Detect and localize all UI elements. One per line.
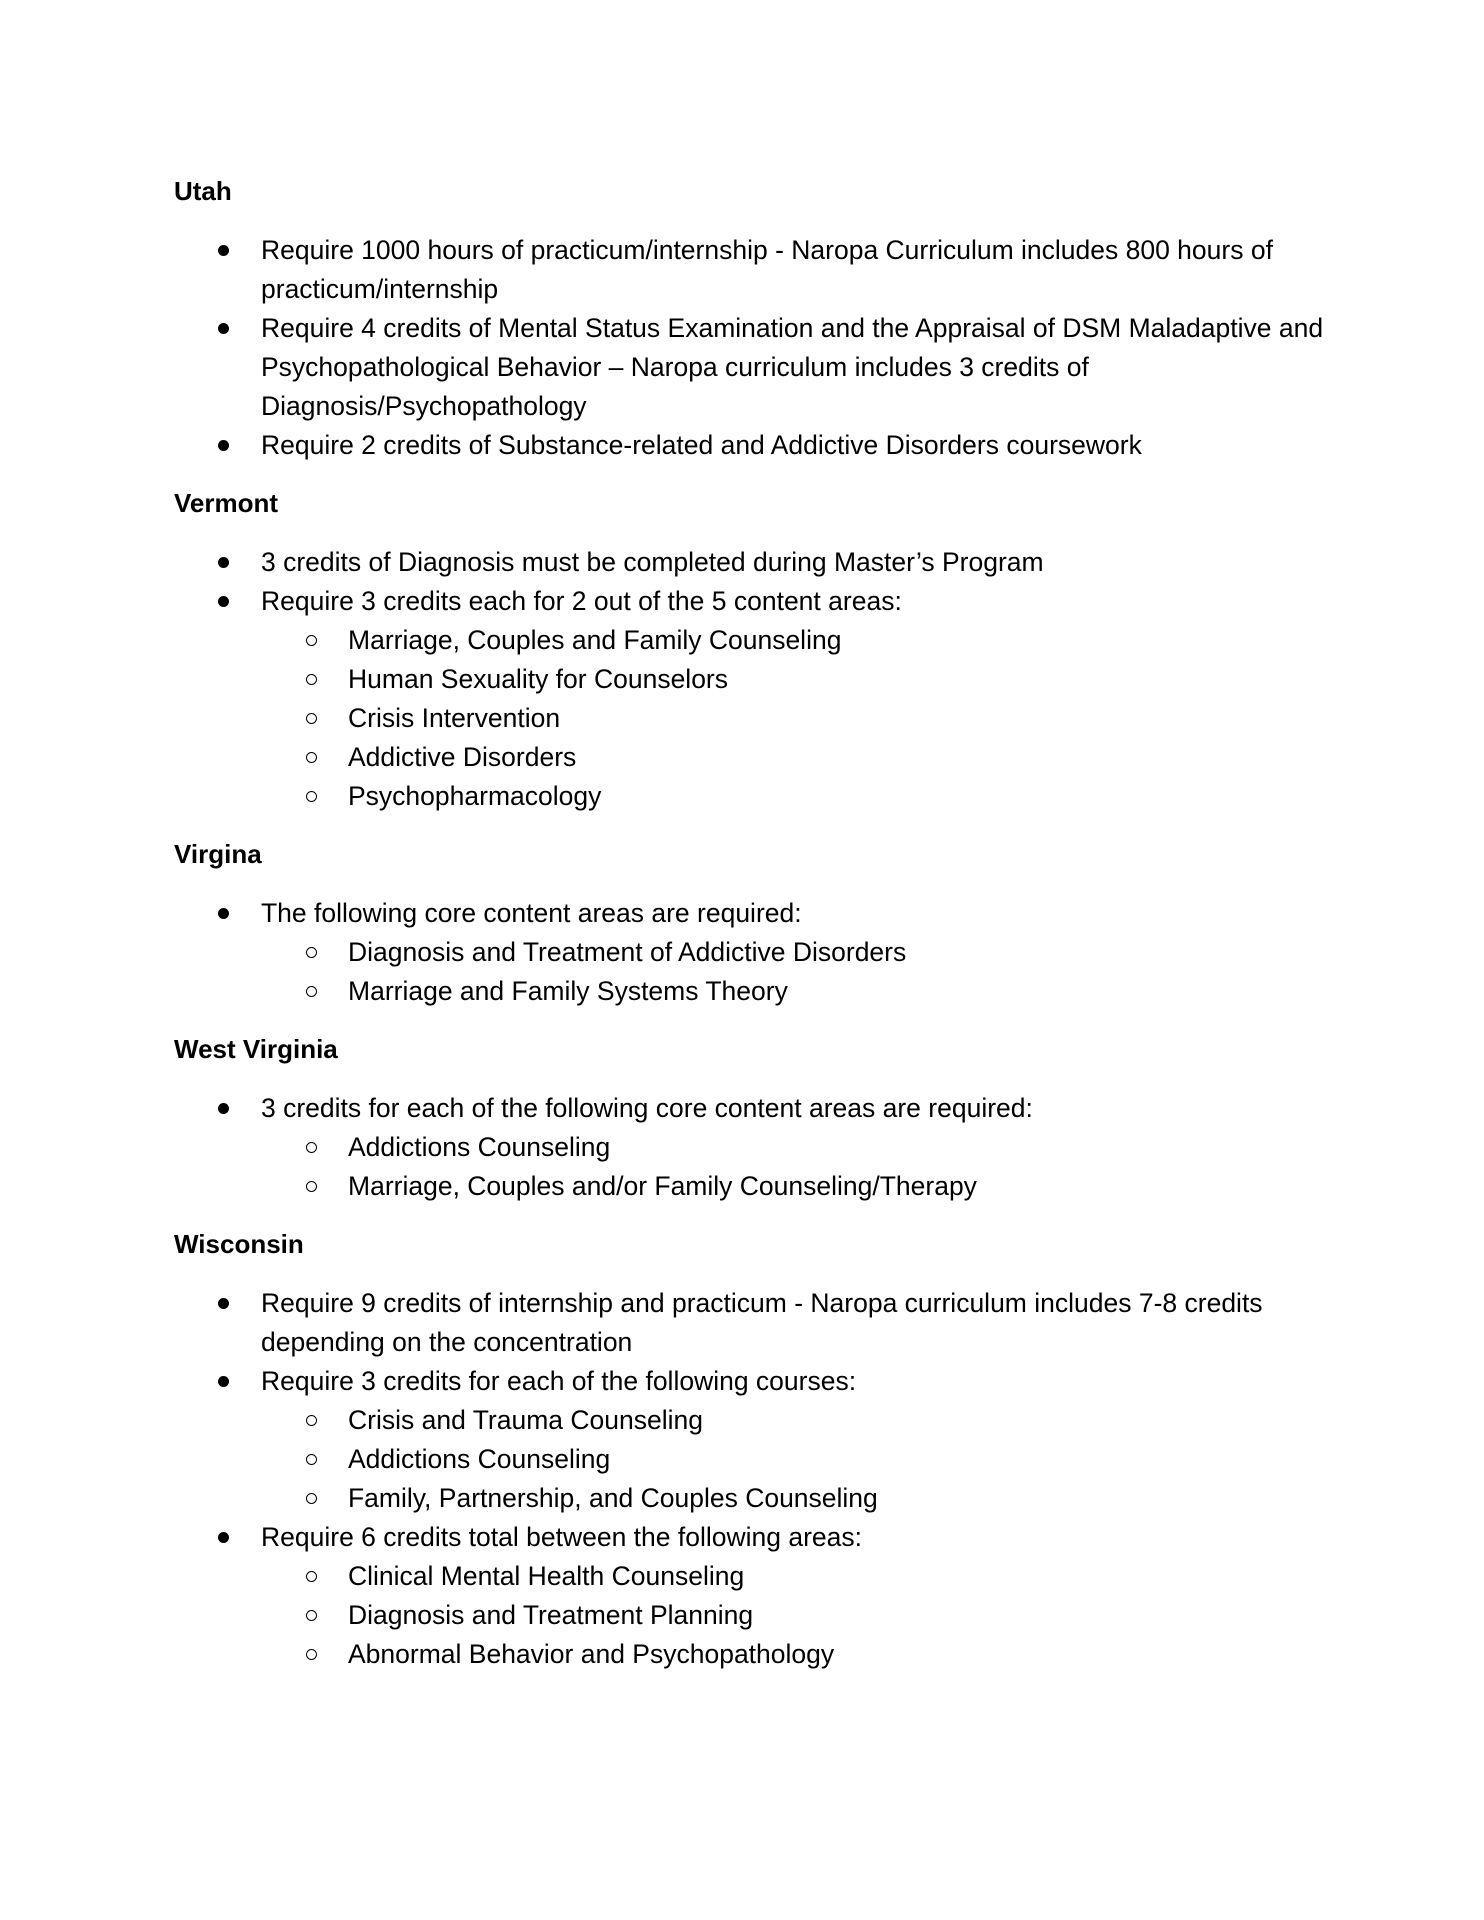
sub-list-item-text: Marriage and Family Systems Theory: [348, 976, 788, 1006]
bullet-icon: [218, 1376, 229, 1387]
circle-bullet-icon: [306, 635, 317, 646]
sub-list-item: [174, 1557, 1324, 1596]
bullet-icon: [218, 323, 229, 334]
sub-list: [261, 1128, 1324, 1206]
bullet-list: [174, 894, 1324, 1011]
sub-list-item: [174, 738, 1324, 777]
sub-list-item-text: Human Sexuality for Counselors: [348, 664, 729, 694]
list-item-text: 3 credits for each of the following core content areas are required:: [261, 1093, 1033, 1123]
bullet-icon: [218, 1103, 229, 1114]
sub-list-item: [174, 699, 1324, 738]
sub-list-item: [174, 1635, 1324, 1674]
sub-list-item-text: Addictive Disorders: [348, 742, 577, 772]
sub-list-item: [174, 1596, 1324, 1635]
sub-list-item-text: Crisis Intervention: [348, 703, 561, 733]
sub-list-item-text: Marriage, Couples and/or Family Counseling/Therapy: [348, 1171, 977, 1201]
list-item: [174, 1089, 1324, 1206]
section-heading: Virgina: [174, 839, 262, 869]
bullet-list: [174, 543, 1324, 816]
circle-bullet-icon: [306, 674, 317, 685]
sub-list-item: [174, 1440, 1324, 1479]
circle-bullet-icon: [306, 1571, 317, 1582]
circle-bullet-icon: [306, 1415, 317, 1426]
sub-list-item-text: Crisis and Trauma Counseling: [348, 1405, 703, 1435]
list-item-text: Require 4 credits of Mental Status Examination and the Appraisal of DSM Maladaptive and Psychopathological Behavior – Naropa curriculum includes 3 credits of Diagnosis/Psychopathology: [261, 313, 1324, 421]
sub-list-item-text: Marriage, Couples and Family Counseling: [348, 625, 842, 655]
bullet-icon: [218, 908, 229, 919]
circle-bullet-icon: [306, 713, 317, 724]
circle-bullet-icon: [306, 1181, 317, 1192]
circle-bullet-icon: [306, 1142, 317, 1153]
bullet-icon: [218, 1532, 229, 1543]
list-item: [174, 894, 1324, 1011]
list-item: [174, 1284, 1324, 1362]
sub-list-item-text: Psychopharmacology: [348, 781, 602, 811]
list-item: [174, 426, 1324, 465]
sub-list: [261, 1401, 1324, 1518]
bullet-icon: [218, 440, 229, 451]
bullet-list: [174, 1284, 1324, 1674]
list-item-text: Require 3 credits for each of the following courses:: [261, 1366, 857, 1396]
circle-bullet-icon: [306, 1649, 317, 1660]
circle-bullet-icon: [306, 752, 317, 763]
sub-list: [261, 933, 1324, 1011]
sub-list-item-text: Addictions Counseling: [348, 1444, 611, 1474]
sub-list: [261, 621, 1324, 816]
sub-list-item-text: Clinical Mental Health Counseling: [348, 1561, 745, 1591]
list-item: [174, 582, 1324, 816]
sub-list-item: [174, 777, 1324, 816]
list-item: [174, 231, 1324, 309]
list-item-text: 3 credits of Diagnosis must be completed during Master’s Program: [261, 547, 1044, 577]
sub-list-item: [174, 933, 1324, 972]
sub-list-item: [174, 1479, 1324, 1518]
bullet-list: [174, 231, 1324, 465]
list-item: [174, 309, 1324, 426]
sub-list-item: [174, 660, 1324, 699]
list-item: [174, 543, 1324, 582]
bullet-icon: [218, 245, 229, 256]
sub-list-item: [174, 1128, 1324, 1167]
circle-bullet-icon: [306, 1493, 317, 1504]
section-heading: Wisconsin: [174, 1229, 304, 1259]
sub-list-item: [174, 1401, 1324, 1440]
list-item: [174, 1518, 1324, 1674]
sub-list-item-text: Diagnosis and Treatment of Addictive Disorders: [348, 937, 907, 967]
sub-list-item: [174, 621, 1324, 660]
circle-bullet-icon: [306, 1610, 317, 1621]
sub-list: [261, 1557, 1324, 1674]
sub-list-item-text: Diagnosis and Treatment Planning: [348, 1600, 754, 1630]
sub-list-item-text: Family, Partnership, and Couples Counseling: [348, 1483, 878, 1513]
list-item-text: Require 2 credits of Substance-related and Addictive Disorders coursework: [261, 430, 1142, 460]
circle-bullet-icon: [306, 1454, 317, 1465]
list-item-text: Require 6 credits total between the following areas:: [261, 1522, 863, 1552]
section-heading: West Virginia: [174, 1034, 338, 1064]
sub-list-item-text: Addictions Counseling: [348, 1132, 611, 1162]
circle-bullet-icon: [306, 947, 317, 958]
document-content: [174, 172, 1324, 1693]
section-heading: Vermont: [174, 488, 279, 518]
list-item: [174, 1362, 1324, 1518]
sub-list-item-text: Abnormal Behavior and Psychopathology: [348, 1639, 835, 1669]
bullet-icon: [218, 1298, 229, 1309]
bullet-icon: [218, 557, 229, 568]
circle-bullet-icon: [306, 986, 317, 997]
sub-list-item: [174, 972, 1324, 1011]
list-item-text: The following core content areas are required:: [261, 898, 802, 928]
circle-bullet-icon: [306, 791, 317, 802]
list-item-text: Require 1000 hours of practicum/internship - Naropa Curriculum includes 800 hours of practicum/internship: [261, 235, 1273, 304]
bullet-icon: [218, 596, 229, 607]
section-heading: Utah: [174, 176, 232, 206]
sub-list-item: [174, 1167, 1324, 1206]
bullet-list: [174, 1089, 1324, 1206]
list-item-text: Require 3 credits each for 2 out of the 5 content areas:: [261, 586, 902, 616]
list-item-text: Require 9 credits of internship and practicum - Naropa curriculum includes 7-8 credits depending on the concentration: [261, 1288, 1263, 1357]
